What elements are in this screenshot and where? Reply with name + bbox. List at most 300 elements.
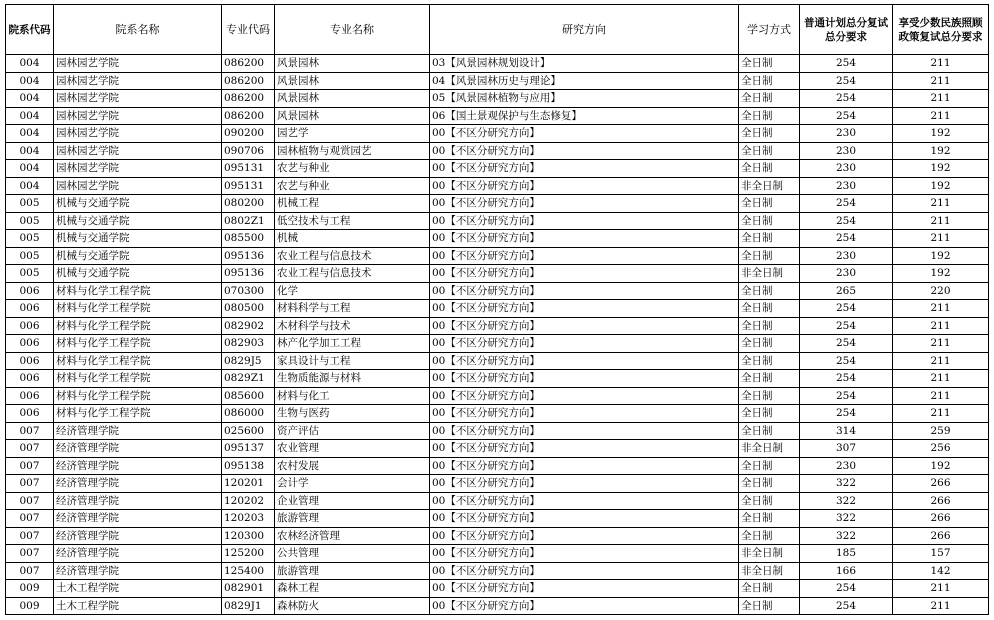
cell-major-name: 旅游管理	[275, 510, 430, 528]
admission-score-table	[5, 4, 989, 615]
cell-minority-score: 192	[893, 457, 989, 475]
cell-major-name: 林产化学加工工程	[275, 335, 430, 353]
cell-study-mode: 全日制	[739, 422, 800, 440]
cell-major-code: 095136	[222, 247, 275, 265]
cell-dept-code: 005	[6, 195, 54, 213]
cell-minority-score: 157	[893, 545, 989, 563]
cell-major-name: 资产评估	[275, 422, 430, 440]
cell-study-mode: 非全日制	[739, 440, 800, 458]
cell-major-name: 农业工程与信息技术	[275, 247, 430, 265]
table-row	[6, 72, 989, 90]
cell-study-mode: 非全日制	[739, 265, 800, 283]
cell-major-name: 农林经济管理	[275, 527, 430, 545]
cell-general-score: 254	[800, 335, 893, 353]
cell-major-code: 095136	[222, 265, 275, 283]
cell-study-mode: 全日制	[739, 212, 800, 230]
cell-study-mode: 全日制	[739, 370, 800, 388]
cell-minority-score: 211	[893, 317, 989, 335]
cell-study-mode: 全日制	[739, 492, 800, 510]
cell-major-code: 125200	[222, 545, 275, 563]
cell-dept-name: 材料与化学工程学院	[54, 300, 222, 318]
cell-general-score: 254	[800, 597, 893, 615]
table-row	[6, 370, 989, 388]
cell-general-score: 254	[800, 352, 893, 370]
cell-minority-score: 211	[893, 212, 989, 230]
cell-study-mode: 全日制	[739, 55, 800, 73]
cell-direction: 00【不区分研究方向】	[430, 265, 739, 283]
cell-study-mode: 全日制	[739, 580, 800, 598]
cell-major-code: 095131	[222, 177, 275, 195]
cell-major-code: 082902	[222, 317, 275, 335]
cell-major-code: 120202	[222, 492, 275, 510]
cell-general-score: 230	[800, 160, 893, 178]
cell-direction: 00【不区分研究方向】	[430, 352, 739, 370]
cell-direction: 00【不区分研究方向】	[430, 545, 739, 563]
cell-major-code: 070300	[222, 282, 275, 300]
cell-major-code: 0802Z1	[222, 212, 275, 230]
cell-major-name: 风景园林	[275, 90, 430, 108]
cell-dept-code: 009	[6, 597, 54, 615]
cell-study-mode: 全日制	[739, 597, 800, 615]
table-row	[6, 300, 989, 318]
cell-major-code: 0829J5	[222, 352, 275, 370]
cell-study-mode: 全日制	[739, 300, 800, 318]
table-row	[6, 230, 989, 248]
cell-major-name: 企业管理	[275, 492, 430, 510]
cell-direction: 00【不区分研究方向】	[430, 335, 739, 353]
cell-dept-name: 土木工程学院	[54, 597, 222, 615]
cell-major-code: 085600	[222, 387, 275, 405]
cell-minority-score: 266	[893, 492, 989, 510]
table-row	[6, 107, 989, 125]
table-row	[6, 282, 989, 300]
table-row	[6, 387, 989, 405]
cell-dept-name: 园林园艺学院	[54, 55, 222, 73]
cell-dept-name: 机械与交通学院	[54, 212, 222, 230]
cell-minority-score: 192	[893, 177, 989, 195]
cell-dept-code: 006	[6, 405, 54, 423]
cell-major-name: 机械工程	[275, 195, 430, 213]
cell-general-score: 254	[800, 72, 893, 90]
cell-study-mode: 全日制	[739, 195, 800, 213]
cell-major-name: 森林防火	[275, 597, 430, 615]
cell-study-mode: 全日制	[739, 282, 800, 300]
cell-direction: 05【风景园林植物与应用】	[430, 90, 739, 108]
cell-dept-code: 007	[6, 457, 54, 475]
cell-dept-name: 机械与交通学院	[54, 265, 222, 283]
cell-direction: 03【风景园林规划设计】	[430, 55, 739, 73]
cell-major-name: 农村发展	[275, 457, 430, 475]
cell-general-score: 254	[800, 387, 893, 405]
table-row	[6, 422, 989, 440]
cell-dept-name: 材料与化学工程学院	[54, 352, 222, 370]
cell-major-name: 家具设计与工程	[275, 352, 430, 370]
cell-dept-code: 007	[6, 475, 54, 493]
cell-dept-code: 005	[6, 230, 54, 248]
cell-major-name: 材料与化工	[275, 387, 430, 405]
cell-study-mode: 全日制	[739, 90, 800, 108]
cell-general-score: 322	[800, 510, 893, 528]
table-header	[6, 5, 989, 55]
header-dept-code: 院系代码	[6, 5, 54, 55]
cell-dept-name: 园林园艺学院	[54, 177, 222, 195]
cell-direction: 00【不区分研究方向】	[430, 405, 739, 423]
cell-study-mode: 全日制	[739, 475, 800, 493]
cell-dept-code: 005	[6, 247, 54, 265]
cell-minority-score: 211	[893, 195, 989, 213]
header-study-mode: 学习方式	[739, 5, 800, 55]
cell-dept-code: 007	[6, 440, 54, 458]
cell-dept-code: 006	[6, 317, 54, 335]
cell-study-mode: 全日制	[739, 160, 800, 178]
cell-dept-name: 园林园艺学院	[54, 107, 222, 125]
cell-minority-score: 211	[893, 370, 989, 388]
cell-direction: 00【不区分研究方向】	[430, 300, 739, 318]
cell-dept-code: 004	[6, 107, 54, 125]
cell-study-mode: 全日制	[739, 335, 800, 353]
cell-major-code: 125400	[222, 562, 275, 580]
table-row	[6, 580, 989, 598]
cell-direction: 00【不区分研究方向】	[430, 317, 739, 335]
cell-dept-name: 机械与交通学院	[54, 247, 222, 265]
cell-direction: 00【不区分研究方向】	[430, 370, 739, 388]
table-row	[6, 527, 989, 545]
cell-major-name: 风景园林	[275, 55, 430, 73]
cell-major-name: 风景园林	[275, 107, 430, 125]
table-row	[6, 597, 989, 615]
cell-study-mode: 全日制	[739, 125, 800, 143]
cell-general-score: 265	[800, 282, 893, 300]
cell-major-code: 082901	[222, 580, 275, 598]
cell-dept-code: 007	[6, 527, 54, 545]
cell-minority-score: 211	[893, 597, 989, 615]
cell-dept-code: 004	[6, 142, 54, 160]
cell-general-score: 322	[800, 527, 893, 545]
cell-dept-name: 园林园艺学院	[54, 160, 222, 178]
cell-major-code: 086000	[222, 405, 275, 423]
table-row	[6, 545, 989, 563]
cell-direction: 00【不区分研究方向】	[430, 230, 739, 248]
cell-general-score: 254	[800, 55, 893, 73]
cell-major-code: 082903	[222, 335, 275, 353]
cell-direction: 00【不区分研究方向】	[430, 422, 739, 440]
cell-study-mode: 非全日制	[739, 545, 800, 563]
cell-minority-score: 192	[893, 142, 989, 160]
cell-major-code: 120300	[222, 527, 275, 545]
cell-study-mode: 非全日制	[739, 562, 800, 580]
cell-general-score: 166	[800, 562, 893, 580]
cell-direction: 00【不区分研究方向】	[430, 160, 739, 178]
table-row	[6, 90, 989, 108]
cell-minority-score: 211	[893, 405, 989, 423]
cell-study-mode: 全日制	[739, 247, 800, 265]
cell-general-score: 230	[800, 142, 893, 160]
cell-dept-name: 经济管理学院	[54, 562, 222, 580]
cell-dept-name: 材料与化学工程学院	[54, 335, 222, 353]
cell-general-score: 254	[800, 370, 893, 388]
cell-dept-name: 机械与交通学院	[54, 195, 222, 213]
table-row	[6, 177, 989, 195]
table-row	[6, 212, 989, 230]
cell-major-name: 园艺学	[275, 125, 430, 143]
cell-direction: 00【不区分研究方向】	[430, 195, 739, 213]
cell-major-name: 森林工程	[275, 580, 430, 598]
cell-dept-code: 006	[6, 387, 54, 405]
header-minority-score: 享受少数民族照顾政策复试总分要求	[893, 5, 989, 55]
cell-minority-score: 142	[893, 562, 989, 580]
cell-major-code: 120203	[222, 510, 275, 528]
table-row	[6, 475, 989, 493]
cell-study-mode: 全日制	[739, 317, 800, 335]
cell-major-name: 材料科学与工程	[275, 300, 430, 318]
cell-dept-name: 材料与化学工程学院	[54, 387, 222, 405]
cell-direction: 00【不区分研究方向】	[430, 440, 739, 458]
cell-general-score: 322	[800, 492, 893, 510]
cell-major-name: 机械	[275, 230, 430, 248]
cell-major-name: 公共管理	[275, 545, 430, 563]
cell-general-score: 230	[800, 265, 893, 283]
cell-major-name: 旅游管理	[275, 562, 430, 580]
cell-general-score: 254	[800, 212, 893, 230]
cell-general-score: 230	[800, 125, 893, 143]
cell-dept-code: 007	[6, 422, 54, 440]
table-row	[6, 247, 989, 265]
cell-dept-name: 土木工程学院	[54, 580, 222, 598]
cell-major-name: 园林植物与观赏园艺	[275, 142, 430, 160]
cell-major-code: 095137	[222, 440, 275, 458]
cell-general-score: 254	[800, 230, 893, 248]
cell-direction: 00【不区分研究方向】	[430, 387, 739, 405]
cell-major-code: 090200	[222, 125, 275, 143]
cell-dept-name: 经济管理学院	[54, 510, 222, 528]
cell-dept-code: 006	[6, 370, 54, 388]
cell-major-code: 0829J1	[222, 597, 275, 615]
cell-dept-code: 004	[6, 72, 54, 90]
header-major-code: 专业代码	[222, 5, 275, 55]
cell-dept-name: 园林园艺学院	[54, 142, 222, 160]
cell-study-mode: 全日制	[739, 387, 800, 405]
cell-dept-name: 园林园艺学院	[54, 90, 222, 108]
cell-direction: 00【不区分研究方向】	[430, 177, 739, 195]
cell-major-name: 低空技术与工程	[275, 212, 430, 230]
cell-dept-name: 材料与化学工程学院	[54, 370, 222, 388]
cell-minority-score: 211	[893, 580, 989, 598]
cell-minority-score: 192	[893, 247, 989, 265]
cell-dept-code: 007	[6, 510, 54, 528]
table-row	[6, 510, 989, 528]
cell-direction: 00【不区分研究方向】	[430, 457, 739, 475]
header-dept-name: 院系名称	[54, 5, 222, 55]
cell-general-score: 230	[800, 177, 893, 195]
cell-major-name: 化学	[275, 282, 430, 300]
cell-direction: 00【不区分研究方向】	[430, 125, 739, 143]
cell-study-mode: 全日制	[739, 405, 800, 423]
cell-minority-score: 259	[893, 422, 989, 440]
cell-direction: 00【不区分研究方向】	[430, 562, 739, 580]
cell-general-score: 254	[800, 107, 893, 125]
cell-dept-code: 006	[6, 300, 54, 318]
cell-general-score: 230	[800, 247, 893, 265]
cell-major-name: 农业管理	[275, 440, 430, 458]
cell-dept-code: 006	[6, 282, 54, 300]
cell-minority-score: 211	[893, 352, 989, 370]
cell-general-score: 254	[800, 195, 893, 213]
cell-major-name: 生物与医药	[275, 405, 430, 423]
header-general-score: 普通计划总分复试总分要求	[800, 5, 893, 55]
cell-major-code: 090706	[222, 142, 275, 160]
cell-dept-name: 经济管理学院	[54, 527, 222, 545]
cell-dept-code: 005	[6, 265, 54, 283]
cell-minority-score: 211	[893, 335, 989, 353]
cell-direction: 00【不区分研究方向】	[430, 527, 739, 545]
cell-major-code: 095138	[222, 457, 275, 475]
cell-general-score: 185	[800, 545, 893, 563]
cell-major-code: 0829Z1	[222, 370, 275, 388]
cell-major-code: 120201	[222, 475, 275, 493]
cell-dept-name: 经济管理学院	[54, 422, 222, 440]
cell-major-code: 085500	[222, 230, 275, 248]
cell-dept-code: 006	[6, 352, 54, 370]
cell-direction: 00【不区分研究方向】	[430, 212, 739, 230]
cell-dept-name: 材料与化学工程学院	[54, 317, 222, 335]
cell-major-code: 095131	[222, 160, 275, 178]
cell-minority-score: 192	[893, 160, 989, 178]
cell-minority-score: 256	[893, 440, 989, 458]
cell-major-code: 080500	[222, 300, 275, 318]
cell-major-name: 生物质能源与材料	[275, 370, 430, 388]
cell-dept-code: 009	[6, 580, 54, 598]
cell-dept-name: 经济管理学院	[54, 475, 222, 493]
cell-minority-score: 266	[893, 475, 989, 493]
cell-dept-code: 007	[6, 545, 54, 563]
cell-minority-score: 211	[893, 300, 989, 318]
table-row	[6, 405, 989, 423]
cell-minority-score: 211	[893, 230, 989, 248]
cell-dept-code: 004	[6, 90, 54, 108]
cell-general-score: 254	[800, 300, 893, 318]
cell-dept-code: 005	[6, 212, 54, 230]
table-row	[6, 492, 989, 510]
cell-dept-code: 004	[6, 55, 54, 73]
table-row	[6, 457, 989, 475]
table-row	[6, 195, 989, 213]
table-row	[6, 440, 989, 458]
cell-study-mode: 全日制	[739, 527, 800, 545]
cell-dept-name: 园林园艺学院	[54, 72, 222, 90]
cell-major-code: 086200	[222, 90, 275, 108]
table-row	[6, 160, 989, 178]
cell-major-name: 木材科学与技术	[275, 317, 430, 335]
cell-dept-name: 机械与交通学院	[54, 230, 222, 248]
header-major-name: 专业名称	[275, 5, 430, 55]
cell-dept-code: 004	[6, 160, 54, 178]
table-row	[6, 352, 989, 370]
cell-dept-name: 经济管理学院	[54, 492, 222, 510]
cell-dept-name: 园林园艺学院	[54, 125, 222, 143]
cell-direction: 00【不区分研究方向】	[430, 492, 739, 510]
cell-major-code: 025600	[222, 422, 275, 440]
header-row	[6, 5, 989, 55]
cell-direction: 00【不区分研究方向】	[430, 475, 739, 493]
header-direction: 研究方向	[430, 5, 739, 55]
cell-dept-code: 007	[6, 562, 54, 580]
cell-study-mode: 全日制	[739, 457, 800, 475]
table-row	[6, 335, 989, 353]
cell-minority-score: 266	[893, 527, 989, 545]
table-row	[6, 142, 989, 160]
cell-major-name: 农艺与种业	[275, 160, 430, 178]
cell-direction: 00【不区分研究方向】	[430, 580, 739, 598]
cell-dept-name: 材料与化学工程学院	[54, 405, 222, 423]
cell-minority-score: 220	[893, 282, 989, 300]
cell-dept-name: 经济管理学院	[54, 457, 222, 475]
cell-minority-score: 211	[893, 55, 989, 73]
cell-general-score: 254	[800, 317, 893, 335]
cell-general-score: 314	[800, 422, 893, 440]
cell-major-name: 风景园林	[275, 72, 430, 90]
cell-minority-score: 192	[893, 265, 989, 283]
cell-minority-score: 266	[893, 510, 989, 528]
cell-dept-code: 004	[6, 177, 54, 195]
cell-general-score: 307	[800, 440, 893, 458]
cell-general-score: 322	[800, 475, 893, 493]
cell-direction: 00【不区分研究方向】	[430, 247, 739, 265]
cell-study-mode: 全日制	[739, 230, 800, 248]
table-row	[6, 265, 989, 283]
cell-direction: 04【风景园林历史与理论】	[430, 72, 739, 90]
cell-dept-name: 经济管理学院	[54, 440, 222, 458]
cell-study-mode: 全日制	[739, 72, 800, 90]
cell-dept-code: 007	[6, 492, 54, 510]
cell-general-score: 254	[800, 580, 893, 598]
admission-score-table-container	[5, 4, 989, 615]
cell-general-score: 254	[800, 405, 893, 423]
cell-minority-score: 211	[893, 72, 989, 90]
cell-direction: 00【不区分研究方向】	[430, 597, 739, 615]
cell-direction: 06【国土景观保护与生态修复】	[430, 107, 739, 125]
cell-major-name: 会计学	[275, 475, 430, 493]
cell-major-code: 086200	[222, 72, 275, 90]
table-row	[6, 55, 989, 73]
cell-study-mode: 全日制	[739, 352, 800, 370]
cell-general-score: 230	[800, 457, 893, 475]
cell-minority-score: 211	[893, 107, 989, 125]
cell-study-mode: 全日制	[739, 510, 800, 528]
cell-study-mode: 全日制	[739, 107, 800, 125]
cell-minority-score: 211	[893, 387, 989, 405]
cell-dept-code: 004	[6, 125, 54, 143]
cell-study-mode: 全日制	[739, 142, 800, 160]
cell-dept-name: 材料与化学工程学院	[54, 282, 222, 300]
table-row	[6, 125, 989, 143]
cell-major-code: 086200	[222, 107, 275, 125]
cell-study-mode: 非全日制	[739, 177, 800, 195]
cell-major-name: 农业工程与信息技术	[275, 265, 430, 283]
table-body	[6, 55, 989, 615]
cell-direction: 00【不区分研究方向】	[430, 282, 739, 300]
cell-dept-name: 经济管理学院	[54, 545, 222, 563]
cell-dept-code: 006	[6, 335, 54, 353]
cell-general-score: 254	[800, 90, 893, 108]
table-row	[6, 317, 989, 335]
table-row	[6, 562, 989, 580]
cell-minority-score: 192	[893, 125, 989, 143]
cell-major-code: 080200	[222, 195, 275, 213]
cell-major-code: 086200	[222, 55, 275, 73]
cell-direction: 00【不区分研究方向】	[430, 510, 739, 528]
cell-direction: 00【不区分研究方向】	[430, 142, 739, 160]
cell-major-name: 农艺与种业	[275, 177, 430, 195]
